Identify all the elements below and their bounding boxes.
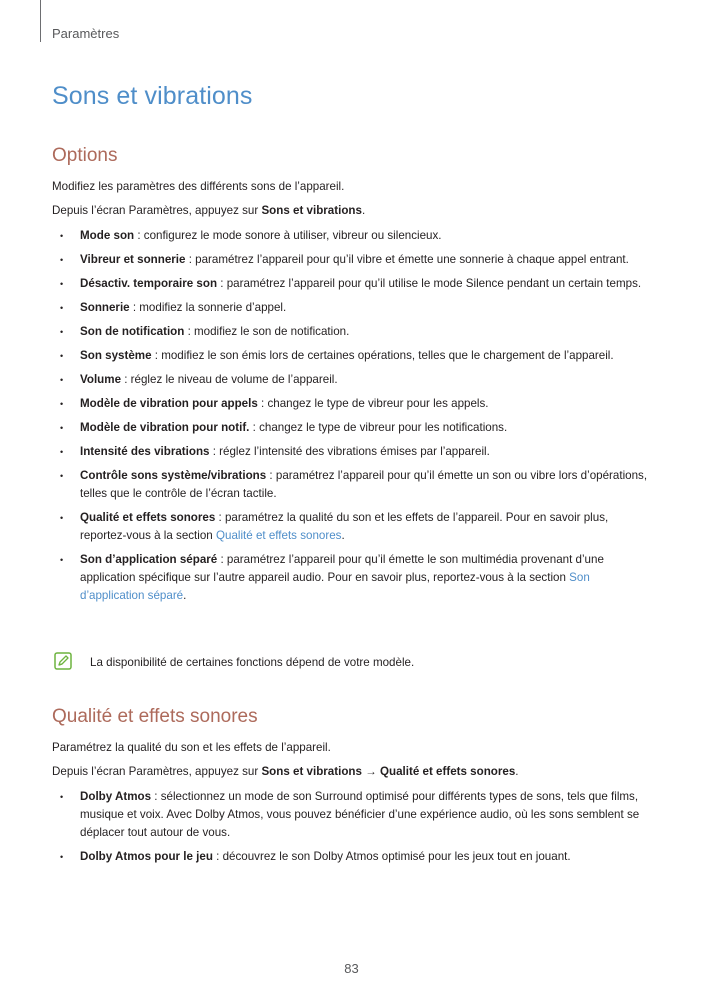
note-box (54, 652, 654, 674)
list-item: • Désactiv. temporaire son : paramétrez l’appareil pour qu’il utilise le mode Silence pendant un certain temps. (60, 275, 650, 293)
list-item: • Modèle de vibration pour appels : changez le type de vibreur pour les appels. (60, 395, 650, 413)
note-pencil-icon (54, 652, 72, 670)
list-item: • Mode son : configurez le mode sonore à utiliser, vibreur ou silencieux. (60, 227, 650, 245)
list-item: • Dolby Atmos pour le jeu : découvrez le son Dolby Atmos optimisé pour les jeux tout en jouant. (60, 848, 650, 866)
options-list (60, 227, 650, 611)
list-item: • Modèle de vibration pour notif. : changez le type de vibreur pour les notifications. (60, 419, 650, 437)
running-header: Paramètres (52, 26, 120, 41)
header-rule (40, 0, 41, 42)
list-item: • Volume : réglez le niveau de volume de l’appareil. (60, 371, 650, 389)
page-number: 83 (344, 961, 359, 976)
options-path: Depuis l’écran Paramètres, appuyez sur Sons et vibrations. (52, 204, 366, 217)
quality-list (60, 788, 650, 872)
section-title-options: Options (52, 145, 118, 166)
section-title-quality: Qualité et effets sonores (52, 706, 258, 727)
list-item: • Qualité et effets sonores : paramétrez la qualité du son et les effets de l’appareil. Pour en savoir plus, reportez-vous à la section Qualité et effets sonores. (60, 509, 650, 545)
list-item: • Vibreur et sonnerie : paramétrez l’appareil pour qu’il vibre et émette une sonnerie à chaque appel entrant. (60, 251, 650, 269)
quality-path: Depuis l’écran Paramètres, appuyez sur Sons et vibrations → Qualité et effets sonores. (52, 765, 519, 778)
note-text: La disponibilité de certaines fonctions dépend de votre modèle. (90, 656, 415, 669)
list-item: • Sonnerie : modifiez la sonnerie d’appel. (60, 299, 650, 317)
list-item: • Contrôle sons système/vibrations : paramétrez l’appareil pour qu’il émette un son ou vibre lors d’opérations, telles que le contrôle de l’écran tactile. (60, 467, 650, 503)
page-title: Sons et vibrations (52, 82, 253, 110)
quality-intro: Paramétrez la qualité du son et les effets de l’appareil. (52, 741, 331, 754)
list-item: • Intensité des vibrations : réglez l’intensité des vibrations émises par l’appareil. (60, 443, 650, 461)
options-intro: Modifiez les paramètres des différents sons de l’appareil. (52, 180, 345, 193)
list-item: • Son de notification : modifiez le son de notification. (60, 323, 650, 341)
list-item: • Son système : modifiez le son émis lors de certaines opérations, telles que le chargement de l’appareil. (60, 347, 650, 365)
cross-reference-link[interactable]: Son d’application séparé (80, 571, 590, 602)
list-item: • Dolby Atmos : sélectionnez un mode de son Surround optimisé pour différents types de sons, tels que films, musique et voix. Avec Dolby Atmos, vous pouvez bénéficier d’une expérience audio, où les sons semblent se déplacer tout autour de vous. (60, 788, 650, 842)
list-item: • Son d’application séparé : paramétrez l’appareil pour qu’il émette le son multimédia provenant d’une application spécifique sur l’autre appareil audio. Pour en savoir plus, reportez-vous à la section Son d’application séparé. (60, 551, 650, 605)
cross-reference-link[interactable]: Qualité et effets sonores (215, 529, 342, 542)
